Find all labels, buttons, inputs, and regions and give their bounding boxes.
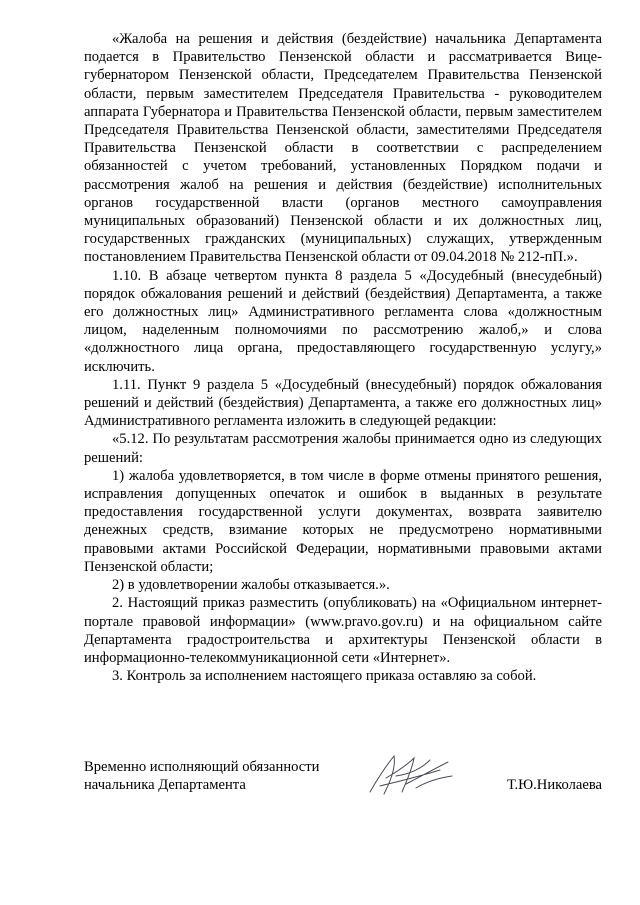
paragraph-5-12: «5.12. По результатам рассмотрения жалобы принимается одно из следующих решений:: [84, 431, 602, 466]
paragraph-3-control: 3. Контроль за исполнением настоящего приказа оставляю за собой.: [112, 668, 537, 685]
paragraph-2-publish: 2. Настоящий приказ разместить (опубликовать) на «Официальном интернет-портале правовой информации» (www.pravo.gov.ru) и на официальном сайте Департамента градостроительства и архитектуры Пензенской области в информационно-телекоммуникационной сети «Интернет».: [84, 595, 602, 666]
paragraph-1-10: 1.10. В абзаце четвертом пункта 8 раздела 5 «Досудебный (внесудебный) порядок обжалования решений и действий (бездействия) Департамента, а также его должностных лиц» Административного регламента слова «должностным лицом, наделенным полномочиями по рассмотрению жалоб,» и слова «должностного лица органа, предоставляющего государственную услугу,» исключить.: [84, 267, 602, 375]
signatory-position: [84, 758, 384, 794]
position-line-1: Временно исполняющий обязанности: [84, 759, 320, 775]
paragraph-decision-1: 1) жалоба удовлетворяется, в том числе в форме отмены принятого решения, исправления допущенных опечаток и ошибок в выданных в результате предоставления государственной услуги документах, возврата заявителю денежных средств, взимание которых не предусмотрено нормативными правовыми актами Российской Федерации, нормативными правовыми актами Пензенской области;: [84, 467, 602, 575]
signatory-name: Т.Ю.Николаева: [507, 777, 602, 794]
paragraph-1-11: 1.11. Пункт 9 раздела 5 «Досудебный (внесудебный) порядок обжалования решений и действий (бездействия) Департамента, а также его должностных лиц» Административного регламента изложить в следующей редакции:: [84, 376, 602, 430]
position-line-2: начальника Департамента: [84, 777, 246, 794]
paragraph-complaint-clause: «Жалоба на решения и действия (бездействие) начальника Департамента подается в Правительство Пензенской области и рассматривается Вице-губернатором Пензенской области, Председателем Правительства Пензенской области, первым заместителем Председателя Правительства - руководителем аппарата Губернатора и Правительства Пензенской области, первым заместителем Председателя Правительства Пензенской области, заместителями Председателя Правительства Пензенской области в соответствии с распределением обязанностей с учетом требований, установленных Порядком подачи и рассмотрения жалоб на решения и действия (бездействие) исполнительных органов государственной власти (органов местного самоуправления муниципальных образований) Пензенской области и их должностных лиц, государственных гражданских (муниципальных) служащих, утвержденным постановлением Правительства Пензенской области от 09.04.2018 № 212-пП.».: [84, 31, 602, 266]
paragraph-decision-2: 2) в удовлетворении жалобы отказывается.».: [112, 577, 390, 594]
handwritten-signature: [356, 748, 466, 800]
document-body: [84, 30, 602, 685]
